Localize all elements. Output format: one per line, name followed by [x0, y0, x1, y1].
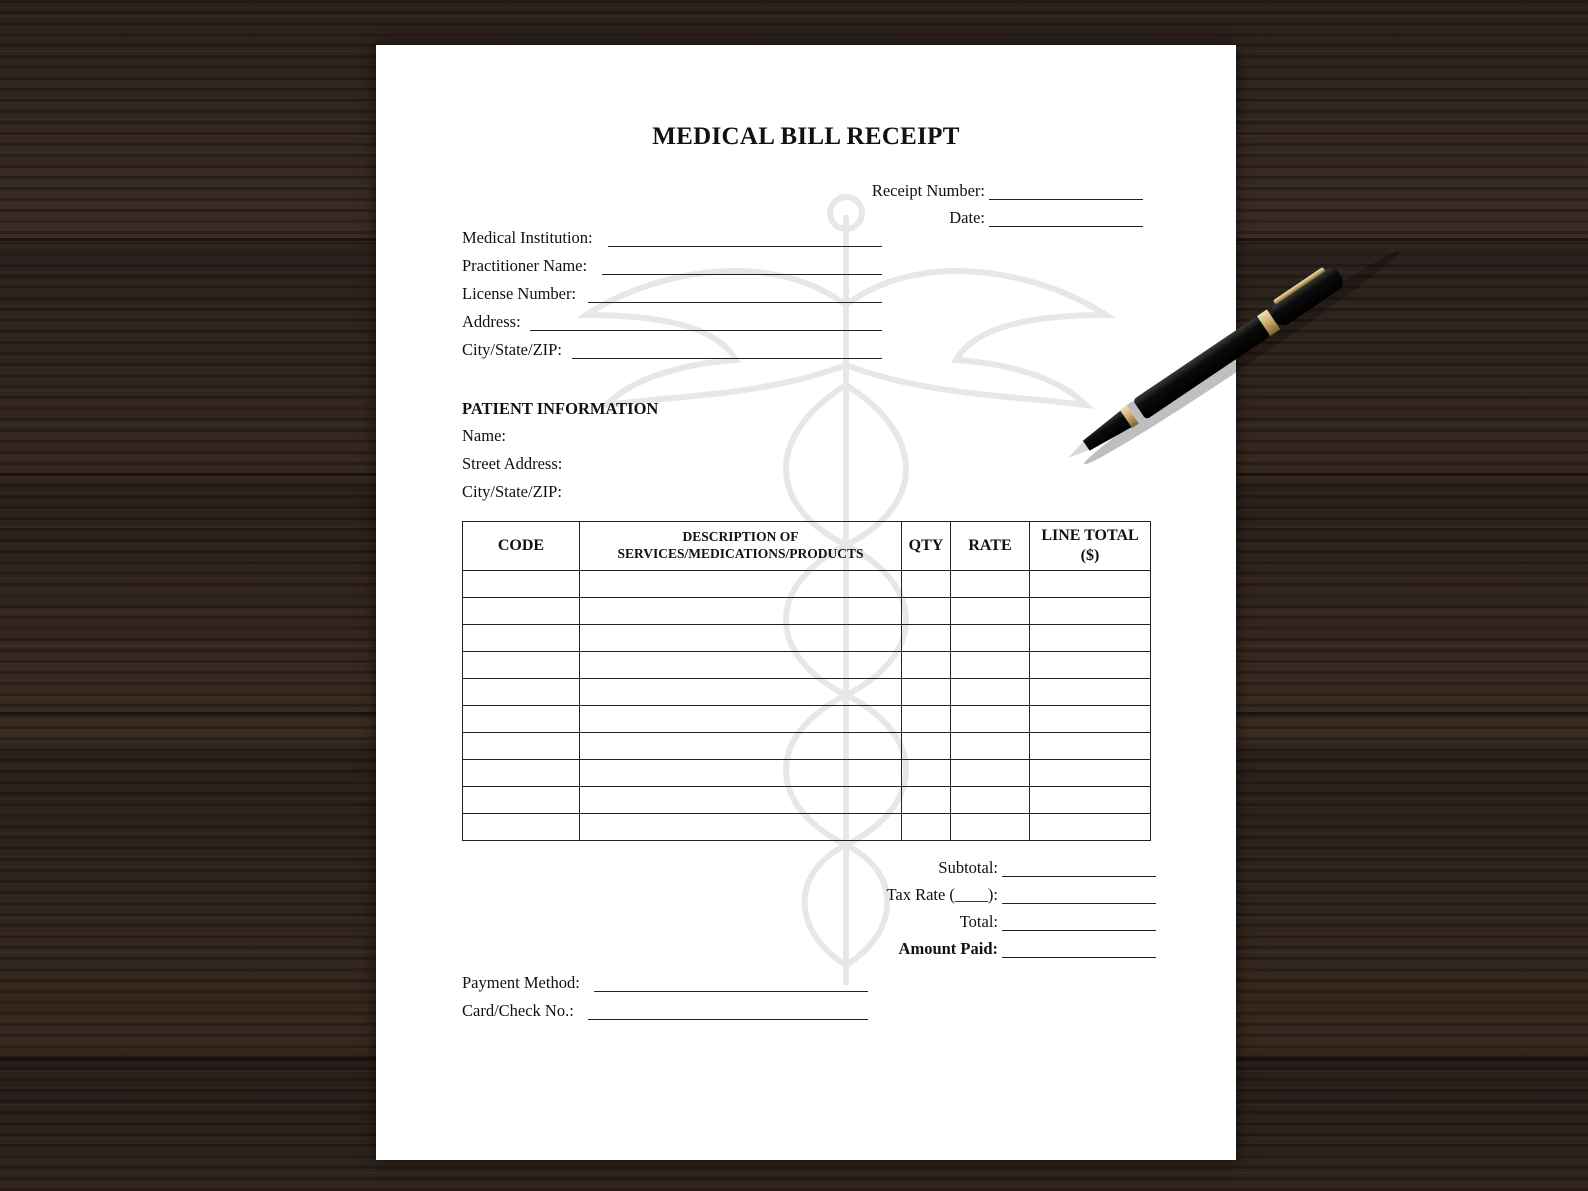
table-cell[interactable] — [463, 598, 580, 625]
table-cell[interactable] — [951, 598, 1030, 625]
payment-method-field — [462, 972, 872, 994]
total-input[interactable] — [1002, 930, 1156, 931]
license-number-field — [462, 283, 882, 305]
date-field — [846, 207, 1143, 229]
table-cell[interactable] — [951, 814, 1030, 841]
table-cell[interactable] — [463, 706, 580, 733]
table-cell[interactable] — [463, 652, 580, 679]
line-total-header-line-1: LINE TOTAL — [1041, 527, 1139, 544]
column-header-qty: QTY — [902, 522, 951, 571]
table-cell[interactable] — [1030, 571, 1151, 598]
payment-method-label: Payment Method: — [462, 973, 580, 992]
patient-information-heading: PATIENT INFORMATION — [462, 399, 659, 418]
column-header-description — [580, 522, 902, 571]
table-cell[interactable] — [580, 706, 902, 733]
table-cell[interactable] — [580, 571, 902, 598]
card-check-number-field — [462, 1000, 872, 1022]
receipt-number-input[interactable] — [989, 199, 1143, 200]
provider-city-state-zip-field — [462, 339, 882, 361]
subtotal-field — [938, 857, 1156, 879]
table-row — [463, 598, 1151, 625]
table-cell[interactable] — [463, 571, 580, 598]
table-row — [463, 571, 1151, 598]
table-cell[interactable] — [580, 625, 902, 652]
table-cell[interactable] — [951, 652, 1030, 679]
pen-icon — [1060, 230, 1440, 480]
table-cell[interactable] — [902, 625, 951, 652]
receipt-number-label: Receipt Number: — [871, 181, 985, 200]
column-header-rate: RATE — [951, 522, 1030, 571]
table-cell[interactable] — [463, 787, 580, 814]
table-cell[interactable] — [951, 625, 1030, 652]
receipt-title: MEDICAL BILL RECEIPT — [652, 123, 960, 150]
table-cell[interactable] — [1030, 733, 1151, 760]
address-input[interactable] — [530, 330, 882, 331]
table-cell[interactable] — [1030, 814, 1151, 841]
medical-institution-label: Medical Institution: — [462, 228, 593, 247]
license-number-label: License Number: — [462, 284, 577, 303]
card-check-number-label: Card/Check No.: — [462, 1001, 574, 1020]
line-total-header-line-2: ($) — [1080, 547, 1100, 564]
column-header-code: CODE — [463, 522, 580, 571]
table-row — [463, 760, 1151, 787]
practitioner-name-field — [462, 255, 882, 277]
provider-city-state-zip-input[interactable] — [572, 358, 882, 359]
description-header-line-2: SERVICES/MEDICATIONS/PRODUCTS — [617, 546, 864, 561]
table-cell[interactable] — [951, 679, 1030, 706]
table-cell[interactable] — [463, 625, 580, 652]
table-row — [463, 787, 1151, 814]
date-label: Date: — [949, 208, 985, 227]
amount-paid-input[interactable] — [1002, 957, 1156, 958]
table-cell[interactable] — [463, 814, 580, 841]
table-cell[interactable] — [463, 679, 580, 706]
table-cell[interactable] — [951, 787, 1030, 814]
table-cell[interactable] — [951, 571, 1030, 598]
table-cell[interactable] — [580, 814, 902, 841]
table-cell[interactable] — [463, 733, 580, 760]
date-input[interactable] — [989, 226, 1143, 227]
table-cell[interactable] — [902, 652, 951, 679]
patient-street-address-label: Street Address: — [462, 454, 563, 473]
provider-city-state-zip-label: City/State/ZIP: — [462, 340, 562, 359]
table-cell[interactable] — [1030, 598, 1151, 625]
practitioner-name-input[interactable] — [602, 274, 882, 275]
table-cell[interactable] — [463, 760, 580, 787]
receipt-number-field — [846, 180, 1143, 202]
table-cell[interactable] — [580, 679, 902, 706]
table-cell[interactable] — [902, 571, 951, 598]
line-items-table — [462, 521, 1151, 841]
table-cell[interactable] — [580, 760, 902, 787]
address-label: Address: — [462, 312, 521, 331]
table-cell[interactable] — [1030, 625, 1151, 652]
table-cell[interactable] — [902, 760, 951, 787]
table-row — [463, 733, 1151, 760]
table-cell[interactable] — [902, 787, 951, 814]
total-label: Total: — [959, 912, 998, 931]
table-cell[interactable] — [951, 706, 1030, 733]
table-cell[interactable] — [902, 814, 951, 841]
table-cell[interactable] — [951, 760, 1030, 787]
table-cell[interactable] — [580, 733, 902, 760]
practitioner-name-label: Practitioner Name: — [462, 256, 588, 275]
description-header-line-1: DESCRIPTION OF — [682, 529, 799, 545]
table-cell[interactable] — [902, 598, 951, 625]
patient-name-label: Name: — [462, 426, 506, 445]
amount-paid-label: Amount Paid: — [898, 939, 998, 958]
patient-city-state-zip-label: City/State/ZIP: — [462, 482, 562, 501]
table-cell[interactable] — [1030, 787, 1151, 814]
table-cell[interactable] — [580, 652, 902, 679]
amount-paid-field — [898, 938, 1156, 960]
table-row — [463, 679, 1151, 706]
tax-rate-field — [886, 884, 1156, 906]
table-row — [463, 706, 1151, 733]
table-cell[interactable] — [902, 706, 951, 733]
table-cell[interactable] — [1030, 706, 1151, 733]
total-field — [959, 911, 1156, 933]
card-check-number-input[interactable] — [588, 1019, 868, 1020]
table-header-row — [463, 522, 1151, 571]
table-cell[interactable] — [902, 733, 951, 760]
table-row — [463, 814, 1151, 841]
table-cell[interactable] — [902, 679, 951, 706]
table-row — [463, 652, 1151, 679]
license-number-input[interactable] — [588, 302, 882, 303]
address-field — [462, 311, 882, 333]
table-cell[interactable] — [1030, 760, 1151, 787]
tax-rate-label: Tax Rate (____): — [886, 885, 998, 904]
table-cell[interactable] — [580, 787, 902, 814]
subtotal-input[interactable] — [1002, 876, 1156, 877]
receipt-sheet — [376, 45, 1236, 1160]
table-row — [463, 625, 1151, 652]
subtotal-label: Subtotal: — [938, 858, 998, 877]
medical-institution-input[interactable] — [608, 246, 882, 247]
tax-rate-input[interactable] — [1002, 903, 1156, 904]
payment-method-input[interactable] — [594, 991, 868, 992]
table-cell[interactable] — [1030, 652, 1151, 679]
table-cell[interactable] — [951, 733, 1030, 760]
column-header-line-total — [1030, 522, 1151, 571]
table-cell[interactable] — [580, 598, 902, 625]
medical-institution-field — [462, 227, 882, 249]
table-cell[interactable] — [1030, 679, 1151, 706]
